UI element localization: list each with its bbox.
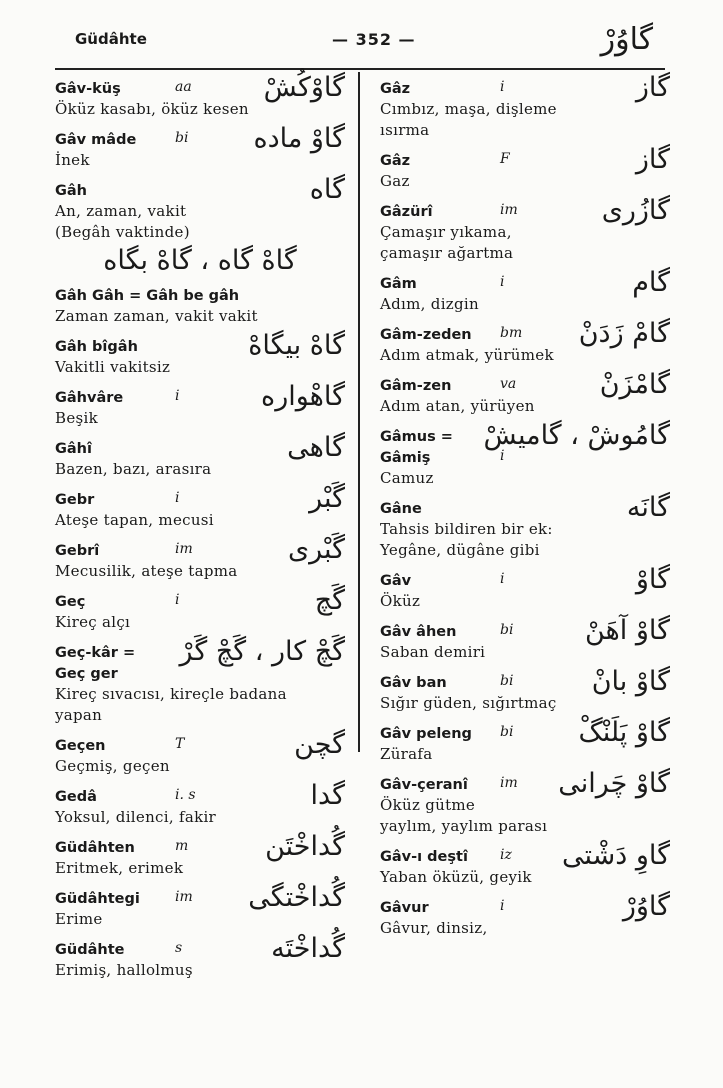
definition: Eritmek, erimek — [55, 859, 184, 877]
headword: Gâh bîgâh — [55, 339, 138, 355]
headword: Gâv mâde — [55, 132, 137, 148]
dictionary-entry — [380, 768, 670, 837]
origin-label: F — [500, 151, 510, 167]
definition: Yegâne, dügâne gibi — [380, 541, 540, 559]
dictionary-entry — [380, 615, 670, 663]
definition: Kireç sıvacısı, kireçle badana — [55, 685, 287, 703]
arabic-script: گاوْ بانْ — [591, 666, 670, 697]
definition: Öküz — [380, 592, 421, 610]
arabic-script: گاوْ — [635, 564, 670, 595]
page-header — [0, 0, 723, 70]
origin-label: iz — [500, 847, 512, 863]
definition: Zaman zaman, vakit vakit — [55, 307, 258, 325]
origin-label: s — [175, 940, 183, 956]
arabic-script: گَچْ کار ، گَچْ گَرْ — [179, 636, 345, 667]
arabic-script: گانَه — [626, 492, 670, 523]
headword-line — [55, 831, 345, 862]
arabic-script: گاوْ آهَنْ — [585, 615, 670, 646]
headword: Güdâhten — [55, 840, 135, 856]
arabic-script: گَچ — [314, 585, 345, 616]
definition: (Begâh vaktinde) — [55, 223, 190, 241]
headword-line — [380, 891, 670, 922]
dictionary-entry — [55, 534, 345, 582]
origin-label: i — [175, 592, 180, 608]
arabic-script: گامْ زَدَنْ — [578, 318, 670, 349]
headword-line — [380, 195, 670, 226]
definition: Adım, dizgin — [380, 295, 479, 313]
arabic-script: گَبْری — [287, 534, 345, 565]
headword-line — [380, 768, 670, 799]
headword-line — [380, 420, 670, 451]
headword-line — [380, 615, 670, 646]
origin-label: T — [175, 736, 185, 752]
origin-label: i — [500, 898, 505, 914]
origin-label: bi — [500, 673, 514, 689]
arabic-script: گَبْر — [309, 483, 345, 514]
right-column — [380, 72, 670, 948]
headword: Geç — [55, 594, 86, 610]
definition: Gaz — [380, 172, 410, 190]
headword: Gebr — [55, 492, 95, 508]
origin-label: i — [500, 571, 505, 587]
definition: İnek — [55, 151, 90, 169]
headword-line — [55, 330, 345, 361]
origin-label: im — [500, 775, 518, 791]
headword-line — [380, 492, 670, 523]
headword-line — [380, 267, 670, 298]
headword: Gâne — [380, 501, 422, 517]
definition: yaylım, yaylım parası — [380, 817, 548, 835]
arabic-script: گاز — [635, 72, 670, 103]
header-rule — [55, 68, 665, 70]
headword-line — [380, 666, 670, 697]
dictionary-entry — [55, 285, 345, 327]
arabic-script: گاوِ دَشْتی — [562, 840, 670, 871]
arabic-script: گاهی — [287, 432, 345, 463]
headword: Gâvur — [380, 900, 429, 916]
arabic-script: گام — [632, 267, 670, 298]
dictionary-entry — [55, 432, 345, 480]
arabic-script: گاه — [309, 174, 345, 205]
arabic-script: گازُری — [601, 195, 670, 226]
arabic-script: گاوْ چَرانی — [558, 768, 670, 799]
origin-label: im — [500, 202, 518, 218]
headword-line — [55, 585, 345, 616]
dictionary-entry — [55, 636, 345, 726]
origin-label: im — [175, 541, 193, 557]
origin-label: va — [500, 376, 517, 392]
origin-label: i — [500, 448, 505, 464]
dictionary-entry — [55, 729, 345, 777]
dictionary-entry — [380, 420, 670, 489]
definition: An, zaman, vakit — [55, 202, 187, 220]
definition: Erime — [55, 910, 103, 928]
origin-label: i — [500, 79, 505, 95]
headword: Gâh Gâh = Gâh be gâh — [55, 288, 240, 304]
dictionary-entry — [380, 369, 670, 417]
headword-line — [55, 483, 345, 514]
headword-line — [55, 174, 345, 205]
headword: Gâhvâre — [55, 390, 124, 406]
dictionary-entry — [55, 123, 345, 171]
definition: Yoksul, dilenci, fakir — [55, 808, 217, 826]
definition: Ateşe tapan, mecusi — [55, 511, 214, 529]
headword: Gâv ban — [380, 675, 447, 691]
origin-label: bm — [500, 325, 523, 341]
definition: Öküz gütme — [380, 796, 476, 814]
headword-line — [380, 564, 670, 595]
dictionary-entry — [55, 882, 345, 930]
definition: Bazen, bazı, arasıra — [55, 460, 212, 478]
dictionary-entry — [55, 174, 345, 276]
headword: Gâzürî — [380, 204, 433, 220]
dictionary-entry — [55, 483, 345, 531]
definition: Erimiş, hallolmuş — [55, 961, 193, 979]
headword-line — [380, 840, 670, 871]
definition: Zürafa — [380, 745, 433, 763]
origin-label: bi — [500, 622, 514, 638]
arabic-script: گُداخْتَن — [265, 831, 345, 862]
headword-line — [380, 717, 670, 748]
origin-label: i — [175, 388, 180, 404]
headword-line — [55, 729, 345, 760]
definition: Adım atmak, yürümek — [380, 346, 554, 364]
definition: Çamaşır yıkama, — [380, 223, 512, 241]
running-head-right: گاوُرْ — [600, 22, 653, 57]
headword-line — [380, 318, 670, 349]
origin-label: bi — [500, 724, 514, 740]
dictionary-entry — [380, 195, 670, 264]
origin-label: i — [175, 490, 180, 506]
dictionary-entry — [55, 831, 345, 879]
arabic-script: گامْزَنْ — [599, 369, 670, 400]
headword-line — [55, 432, 345, 463]
headword: Gedâ — [55, 789, 97, 805]
dictionary-entry — [380, 840, 670, 888]
headword-line — [55, 882, 345, 913]
dictionary-entry — [380, 72, 670, 141]
headword-line — [380, 72, 670, 103]
dictionary-entry — [380, 318, 670, 366]
definition: Saban demiri — [380, 643, 486, 661]
headword: Gâv-ı deştî — [380, 849, 468, 865]
arabic-script: گچن — [294, 729, 345, 760]
dictionary-entry — [55, 72, 345, 120]
headword: Gâm — [380, 276, 417, 292]
arabic-script: گاز — [635, 144, 670, 175]
definition: Sığır güden, sığırtmaç — [380, 694, 557, 712]
headword-line — [55, 933, 345, 964]
definition: Mecusilik, ateşe tapma — [55, 562, 238, 580]
dictionary-entry — [380, 144, 670, 192]
dictionary-entry — [55, 585, 345, 633]
origin-label: i. s — [175, 787, 196, 803]
definition: yapan — [55, 706, 103, 724]
column-divider — [358, 72, 360, 752]
headword-line — [55, 663, 345, 684]
definition: Beşik — [55, 409, 98, 427]
arabic-script: گاهْ بیگاهْ — [248, 330, 345, 361]
headword: Gâmus = — [380, 429, 453, 445]
arabic-script: گاهْواره — [261, 381, 345, 412]
running-head-left: Güdâhte — [75, 30, 147, 48]
dictionary-entry — [380, 666, 670, 714]
headword-line — [55, 534, 345, 565]
origin-label: m — [175, 838, 189, 854]
dictionary-entry — [55, 381, 345, 429]
headword-line — [55, 381, 345, 412]
dictionary-entry — [380, 891, 670, 939]
headword: Gâh — [55, 183, 88, 199]
dictionary-entry — [380, 267, 670, 315]
headword-line — [55, 72, 345, 103]
headword-line — [380, 447, 670, 468]
left-column — [55, 72, 345, 990]
headword: Gâv peleng — [380, 726, 472, 742]
definition: Tahsis bildiren bir ek: — [380, 520, 553, 538]
headword: Gâv — [380, 573, 412, 589]
definition: Cımbız, maşa, dişleme — [380, 100, 557, 118]
headword: Gebrî — [55, 543, 100, 559]
dictionary-entry — [380, 564, 670, 612]
headword: Gâv-küş — [55, 81, 121, 97]
origin-label: i — [500, 274, 505, 290]
headword: Güdâhte — [55, 942, 125, 958]
definition: Camuz — [380, 469, 434, 487]
headword: Gâz — [380, 81, 411, 97]
definition: çamaşır ağartma — [380, 244, 514, 262]
arabic-script: گامُوشْ ، گامیشْ — [483, 420, 670, 451]
dictionary-entry — [55, 933, 345, 981]
headword-line — [55, 285, 345, 306]
headword: Gâv-çeranî — [380, 777, 468, 793]
headword-line — [55, 780, 345, 811]
headword-line — [55, 636, 345, 667]
definition: Gâvur, dinsiz, — [380, 919, 488, 937]
definition: Vakitli vakitsiz — [55, 358, 171, 376]
arabic-script: گُداخْتگی — [248, 882, 345, 913]
headword: Güdâhtegi — [55, 891, 140, 907]
headword: Gâz — [380, 153, 411, 169]
headword: Gâhî — [55, 441, 92, 457]
headword-line — [380, 369, 670, 400]
headword: Geç ger — [55, 666, 118, 682]
headword: Geç-kâr = — [55, 645, 136, 661]
headword: Gâmiş — [380, 450, 431, 466]
headword: Gâv âhen — [380, 624, 457, 640]
definition: Adım atan, yürüyen — [380, 397, 535, 415]
headword-line — [55, 123, 345, 154]
headword: Geçen — [55, 738, 106, 754]
dictionary-entry — [380, 717, 670, 765]
definition: ısırma — [380, 121, 430, 139]
origin-label: aa — [175, 79, 192, 95]
dictionary-entry — [55, 780, 345, 828]
definition: Öküz kasabı, öküz kesen — [55, 100, 249, 118]
origin-label: im — [175, 889, 193, 905]
arabic-script: گُداخْتَه — [271, 933, 345, 964]
page-number: — 352 — — [332, 30, 416, 49]
definition: Yaban öküzü, geyik — [380, 868, 532, 886]
origin-label: bi — [175, 130, 189, 146]
definition: Kireç alçı — [55, 613, 131, 631]
headword: Gâm-zen — [380, 378, 452, 394]
arabic-script: گاوْکُشْ — [263, 72, 345, 103]
definition: Geçmiş, geçen — [55, 757, 170, 775]
headword: Gâm-zeden — [380, 327, 472, 343]
dictionary-entry — [380, 492, 670, 561]
arabic-script: گاوْ پَلَنْگْ — [578, 717, 670, 748]
dictionary-entry — [55, 330, 345, 378]
arabic-variants: گاهْ گاه ، گاهْ بگاه — [103, 245, 297, 276]
arabic-script: گاوُرْ — [622, 891, 670, 922]
headword-line — [380, 144, 670, 175]
arabic-script: گدا — [310, 780, 345, 811]
arabic-script: گاوْ ماده — [253, 123, 345, 154]
